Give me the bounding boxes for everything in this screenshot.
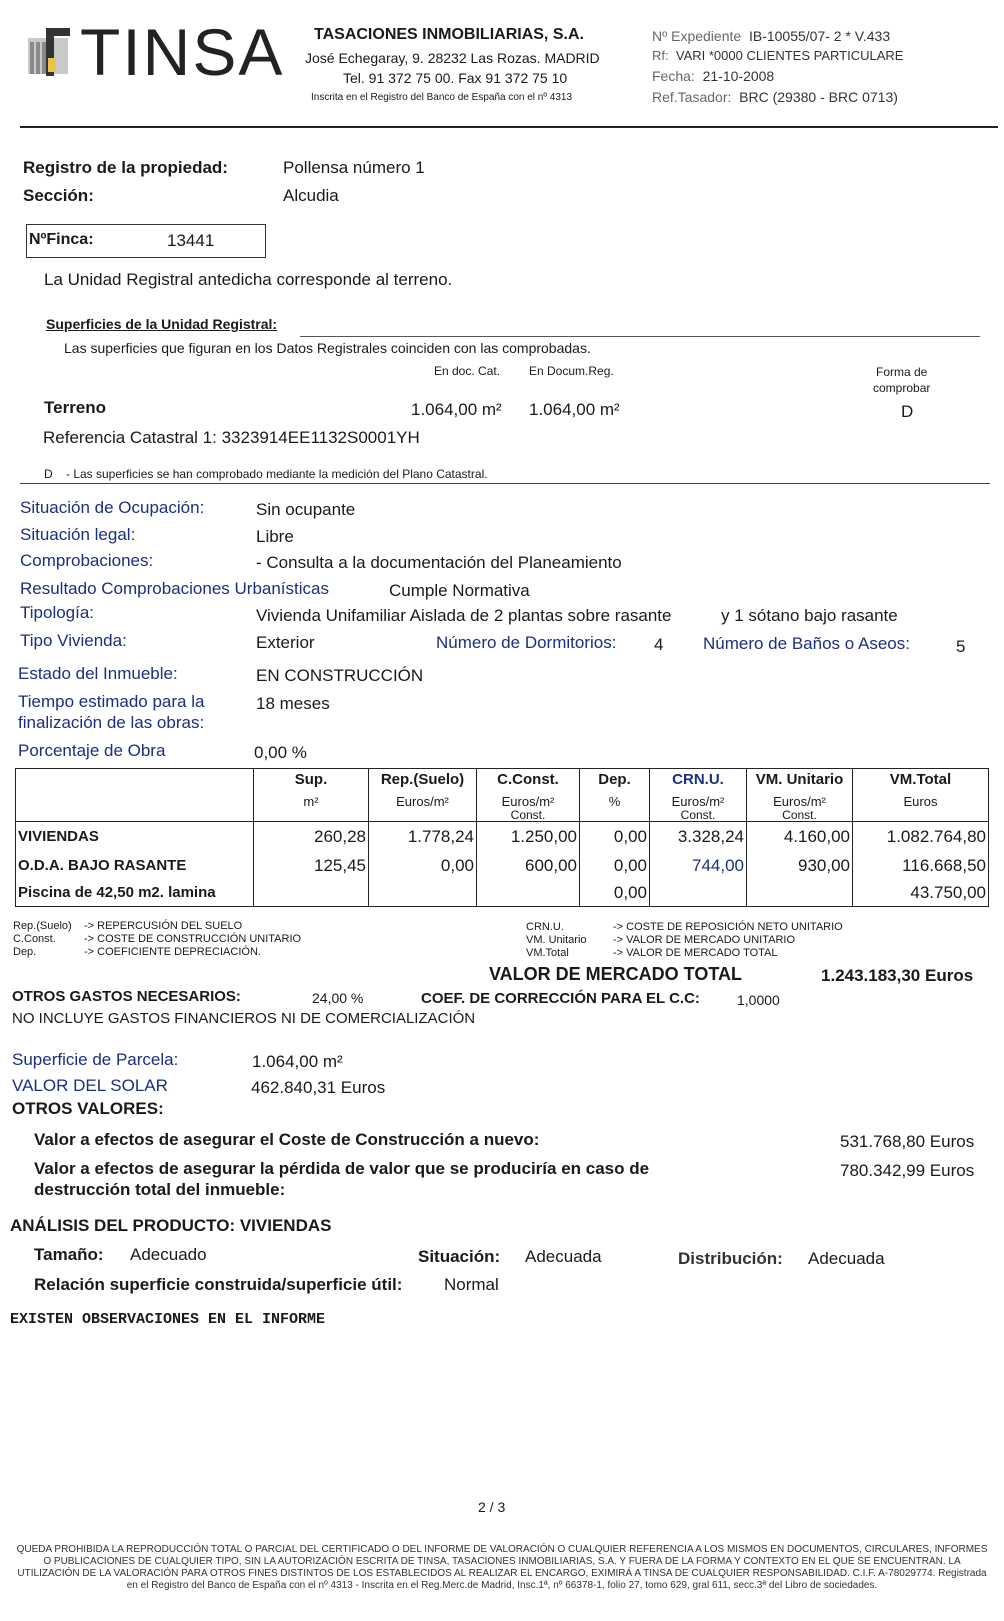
- tipo-label: Tipo Vivienda:: [20, 631, 127, 650]
- perdida-label-2: destrucción total del inmueble:: [34, 1180, 286, 1199]
- crn-value: 744,00: [692, 856, 744, 875]
- banos-label: Número de Baños o Aseos:: [703, 634, 910, 653]
- vmu-cell: [747, 822, 853, 907]
- no-incluye-note: NO INCLUYE GASTOS FINANCIEROS NI DE COMERCIALIZACIÓN: [12, 1010, 476, 1027]
- table-header-row: [16, 769, 989, 822]
- distribucion-label: Distribución:: [678, 1249, 783, 1268]
- porcentaje-value: 0,00 %: [254, 743, 307, 762]
- analysis-title: ANÁLISIS DEL PRODUCTO: VIVIENDAS: [10, 1216, 332, 1235]
- cconst-cell: [477, 822, 580, 907]
- expediente-value: IB-10055/07- 2 * V.433: [748, 28, 891, 44]
- dep-cell: [580, 822, 650, 907]
- finca-value: 13441: [167, 231, 215, 250]
- fecha-value: 21-10-2008: [702, 68, 775, 84]
- footer-line-1: QUEDA PROHIBIDA LA REPRODUCCIÓN TOTAL O PARCIAL DEL CERTIFICADO O DEL INFORME DE VALORACIÓN O CUALQUIER REFERENCIA A LOS MISMOS EN DOCUMENTOS, CIRCULARES, INFORMES: [16, 1544, 988, 1555]
- th-sup-title: Sup.: [294, 771, 328, 788]
- vmt-value: 43.750,00: [910, 883, 986, 902]
- th-vmu-unit: Euros/m²: [773, 794, 826, 809]
- perdida-label-1: Valor a efectos de asegurar la pérdida de valor que se produciría en caso de: [34, 1159, 650, 1178]
- row-name: O.D.A. BAJO RASANTE: [18, 857, 187, 874]
- perdida-value: 780.342,99 Euros: [840, 1161, 975, 1180]
- dep-value: 0,00: [613, 856, 647, 875]
- gastos-label: OTROS GASTOS NECESARIOS:: [12, 988, 241, 1005]
- urban-label: Resultado Comprobaciones Urbanísticas: [20, 579, 329, 598]
- vm-total-value: 1.243.183,30 Euros: [821, 966, 974, 985]
- comprob-value: - Consulta a la documentación del Planeamiento: [256, 553, 622, 572]
- legend-vmt-text: -> VALOR DE MERCADO TOTAL: [613, 947, 778, 959]
- situacion-label: Situación:: [418, 1247, 501, 1266]
- relacion-label: Relación superficie construida/superficie útil:: [34, 1275, 403, 1294]
- terreno-forma: D: [901, 402, 914, 421]
- sup-value: [254, 880, 366, 906]
- col-docum-reg: En Docum.Reg.: [529, 364, 614, 378]
- rf-value: VARI *0000 CLIENTES PARTICULARE: [675, 48, 904, 63]
- comprob-label: Comprobaciones:: [20, 551, 154, 570]
- registro-label: Registro de la propiedad:: [23, 158, 228, 177]
- company-name: TASACIONES INMOBILIARIAS, S.A.: [314, 26, 584, 43]
- vmu-value: 930,00: [798, 856, 850, 875]
- th-cconst-unit2: Const.: [510, 808, 546, 822]
- th-vmt-unit: Euros: [903, 794, 938, 809]
- observaciones-note: EXISTEN OBSERVACIONES EN EL INFORME: [10, 1311, 326, 1328]
- tiempo-value: 18 meses: [256, 694, 330, 713]
- legend-cconst-abbr: C.Const.: [13, 933, 56, 945]
- company-phone: Tel. 91 372 75 00. Fax 91 372 75 10: [343, 70, 568, 86]
- banos-value: 5: [956, 637, 966, 656]
- ocupacion-value: Sin ocupante: [256, 500, 356, 519]
- th-concept: [16, 769, 254, 822]
- th-crn-title: CRN.U.: [672, 771, 724, 788]
- vmt-cell: [853, 822, 989, 907]
- tipologia-label: Tipología:: [20, 603, 95, 622]
- surfaces-title-rule: [300, 336, 980, 337]
- row-name: Piscina de 42,50 m2. lamina: [18, 884, 216, 901]
- footer-line-3: UTILIZACIÓN DE LA VALORACIÓN PARA OTROS FINES DISTINTOS DE LOS ESTABLECIDOS AL REALIZAR EL ENCARGO, EXIMIRÁ A TINSA DE CUALQUIER RESPONSABILIDAD. C.I.F. A-78029774. Registrada: [17, 1568, 987, 1579]
- sup-cell: [254, 822, 369, 907]
- solar-value: 462.840,31 Euros: [251, 1078, 386, 1097]
- th-cconst-title: C.Const.: [497, 771, 559, 788]
- tamano-label: Tamaño:: [34, 1245, 104, 1264]
- terreno-doc-cat: 1.064,00 m²: [411, 400, 502, 419]
- fecha-label: Fecha:: [652, 68, 695, 84]
- th-cconst: [477, 769, 580, 822]
- registro-value: Pollensa número 1: [283, 158, 425, 177]
- legend-text: - Las superficies se han comprobado mediante la medición del Plano Catastral.: [66, 467, 488, 481]
- otros-valores-label: OTROS VALORES:: [12, 1099, 164, 1118]
- situacion-value: Adecuada: [525, 1247, 602, 1266]
- tamano-value: Adecuado: [130, 1245, 207, 1264]
- asegurar-label: Valor a efectos de asegurar el Coste de Construcción a nuevo:: [34, 1130, 540, 1149]
- col-forma-1: Forma de: [876, 365, 928, 379]
- ocupacion-label: Situación de Ocupación:: [20, 498, 205, 517]
- concept-cell: [16, 822, 254, 907]
- dorm-label: Número de Dormitorios:: [436, 633, 617, 652]
- porcentaje-label: Porcentaje de Obra: [18, 741, 166, 760]
- rep-value: 0,00: [440, 856, 474, 875]
- legend-dep-abbr: Dep.: [13, 946, 37, 958]
- footer-line-2: O PUBLICACIONES DE CUALQUIER TIPO, SIN LA AUTORIZACIÓN ESCRITA DE TINSA, TASACIONES INMOBILIARIAS, S.A. Y FUERA DE LA FORMA Y CONTEXTO EN EL QUE SE ENCUENTRAN. LA: [43, 1556, 961, 1567]
- tasador-label: Ref.Tasador:: [652, 89, 732, 105]
- expediente-label: Nº Expediente: [652, 28, 742, 44]
- estado-label: Estado del Inmueble:: [18, 664, 178, 683]
- th-crn-unit2: Const.: [680, 808, 716, 822]
- th-rep-unit: Euros/m²: [396, 794, 449, 809]
- finca-box: [26, 224, 266, 258]
- th-vmu-unit2: Const.: [782, 808, 817, 822]
- legend-rep-abbr: Rep.(Suelo): [13, 920, 72, 932]
- footer-line-4: en el Registro del Banco de España con el nº 4313 - Inscrita en el Reg.Merc.de Madrid, Insc.1ª, nº 66378-1, folio 27, tomo 629, gral 611, secc.3ª del Libro de sociedades.: [126, 1580, 878, 1591]
- cconst-value: [477, 880, 577, 906]
- header-divider: [20, 126, 998, 128]
- tiempo-label-1: Tiempo estimado para la: [18, 692, 205, 711]
- estado-value: EN CONSTRUCCIÓN: [256, 666, 424, 685]
- surfaces-divider: [20, 483, 990, 484]
- rep-value: [369, 880, 474, 906]
- rep-value: 1.778,24: [407, 827, 474, 846]
- th-rep-title: Rep.(Suelo): [380, 771, 465, 788]
- sup-value: 260,28: [314, 827, 366, 846]
- tipologia-extra: y 1 sótano bajo rasante: [721, 606, 898, 625]
- legend-vmu-text: -> VALOR DE MERCADO UNITARIO: [613, 934, 796, 946]
- legend-cconst-text: -> COSTE DE CONSTRUCCIÓN UNITARIO: [84, 933, 302, 945]
- vmt-value: 116.668,50: [902, 856, 986, 875]
- th-dep: [580, 769, 650, 822]
- th-crn: [650, 769, 747, 822]
- superficie-label: Superficie de Parcela:: [12, 1050, 179, 1069]
- legend-vmt-abbr: VM.Total: [526, 947, 569, 959]
- cconst-value: 600,00: [525, 856, 577, 875]
- th-rep: [369, 769, 477, 822]
- gastos-value: 24,00 %: [312, 990, 364, 1006]
- dep-value: 0,00: [613, 883, 647, 902]
- th-crn-unit: Euros/m²: [671, 794, 725, 809]
- table-body-row: [16, 822, 989, 907]
- seccion-label: Sección:: [23, 186, 94, 205]
- tipo-value: Exterior: [256, 633, 315, 652]
- distribucion-value: Adecuada: [808, 1249, 885, 1268]
- th-dep-title: Dep.: [598, 771, 631, 788]
- rep-cell: [369, 822, 477, 907]
- surfaces-title: Superficies de la Unidad Registral:: [46, 316, 278, 332]
- crn-cell: [650, 822, 747, 907]
- legal-label: Situación legal:: [20, 525, 136, 544]
- valuation-table: [15, 768, 989, 907]
- tiempo-label-2: finalización de las obras:: [18, 713, 205, 732]
- coef-label: COEF. DE CORRECCIÓN PARA EL C.C:: [421, 990, 700, 1007]
- sup-value: 125,45: [314, 856, 366, 875]
- superficie-value: 1.064,00 m²: [252, 1052, 343, 1071]
- terreno-label: Terreno: [44, 398, 107, 417]
- th-vmt-title: VM.Total: [889, 771, 952, 788]
- solar-label: VALOR DEL SOLAR: [12, 1076, 168, 1095]
- terreno-docum-reg: 1.064,00 m²: [529, 400, 620, 419]
- legend-vmu-abbr: VM. Unitario: [526, 934, 587, 946]
- catastral-ref: Referencia Catastral 1: 3323914EE1132S0001YH: [43, 428, 420, 447]
- finca-label: NºFinca:: [29, 231, 94, 248]
- logo-wordmark: TINSA: [80, 15, 285, 89]
- dep-value: 0,00: [613, 827, 647, 846]
- company-registry: Inscrita en el Registro del Banco de España con el nº 4313: [311, 92, 573, 103]
- legend-code: D: [44, 467, 53, 481]
- page-number: 2 / 3: [478, 1499, 506, 1515]
- company-address: José Echegaray, 9. 28232 Las Rozas. MADRID: [305, 50, 600, 66]
- vmu-value: 4.160,00: [783, 827, 850, 846]
- th-vmu-title: VM. Unitario: [755, 771, 844, 788]
- tinsa-logo-icon: [28, 28, 70, 76]
- th-sup: [254, 769, 369, 822]
- vmu-value: [747, 880, 850, 906]
- relacion-value: Normal: [444, 1275, 499, 1294]
- vm-total-label: VALOR DE MERCADO TOTAL: [489, 964, 742, 984]
- crn-value: [650, 880, 744, 906]
- seccion-value: Alcudia: [283, 186, 339, 205]
- col-forma-2: comprobar: [873, 381, 931, 395]
- cconst-value: 1.250,00: [510, 827, 577, 846]
- row-name: VIVIENDAS: [18, 828, 99, 845]
- vmt-value: 1.082.764,80: [886, 827, 986, 846]
- th-sup-unit: m²: [303, 794, 319, 809]
- legend-dep-text: -> COEFICIENTE DEPRECIACIÓN.: [84, 946, 261, 958]
- urban-value: Cumple Normativa: [389, 581, 530, 600]
- tipologia-value: Vivienda Unifamiliar Aislada de 2 plantas sobre rasante: [256, 606, 672, 625]
- unit-note: La Unidad Registral antedicha corresponde al terreno.: [44, 270, 453, 289]
- surfaces-note: Las superficies que figuran en los Datos Registrales coinciden con las comprobadas.: [64, 340, 591, 356]
- crn-value: 3.328,24: [677, 827, 744, 846]
- th-dep-unit: %: [608, 794, 621, 809]
- dorm-value: 4: [654, 635, 664, 654]
- coef-value: 1,0000: [737, 992, 780, 1008]
- th-cconst-unit: Euros/m²: [501, 794, 555, 809]
- rf-label: Rf:: [652, 48, 669, 63]
- th-vmt: [853, 769, 989, 822]
- th-vmu: [747, 769, 853, 822]
- legend-rep-text: -> REPERCUSIÓN DEL SUELO: [84, 920, 243, 932]
- legend-crn-text: -> COSTE DE REPOSICIÓN NETO UNITARIO: [613, 921, 843, 933]
- legal-value: Libre: [256, 527, 294, 546]
- tasador-value: BRC (29380 - BRC 0713): [739, 89, 898, 105]
- col-doc-cat: En doc. Cat.: [434, 364, 501, 378]
- legend-crn-abbr: CRN.U.: [526, 921, 564, 933]
- asegurar-value: 531.768,80 Euros: [840, 1132, 975, 1151]
